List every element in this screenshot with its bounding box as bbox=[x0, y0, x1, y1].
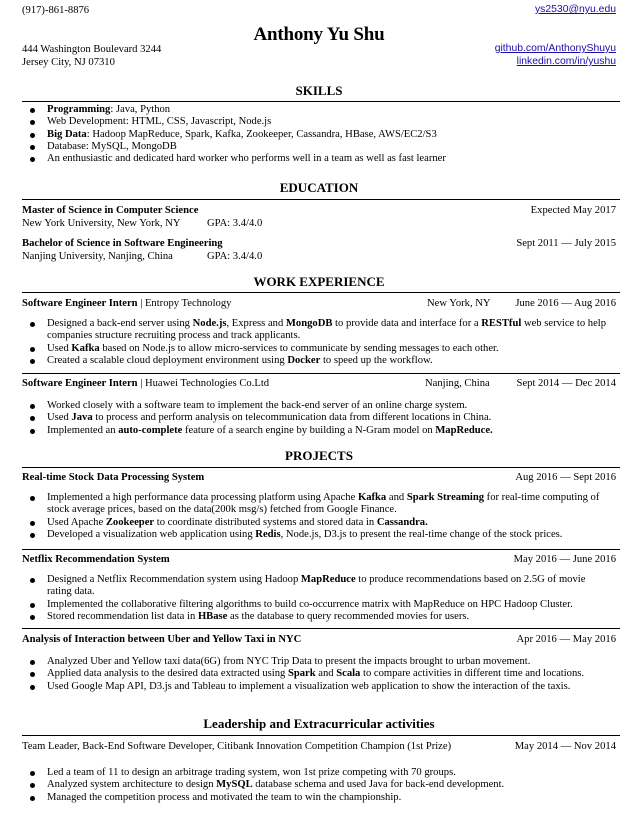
project-bullets bbox=[30, 574, 602, 623]
job-title-line bbox=[22, 377, 269, 390]
gpa: GPA: 3.4/4.0 bbox=[207, 218, 263, 229]
project-bullets bbox=[30, 656, 602, 693]
job-company: | Huawei Technologies Co.Ltd bbox=[137, 378, 270, 389]
list-item: Managed the competition process and motivated the team to win the championship. bbox=[30, 792, 614, 804]
degree-title: Master of Science in Computer Science bbox=[22, 205, 199, 216]
address-line-1: 444 Washington Boulevard 3244 bbox=[22, 44, 162, 55]
school: Nanjing University, Nanjing, China bbox=[22, 251, 173, 262]
address-line-2: Jersey City, NJ 07310 bbox=[22, 57, 115, 68]
job-date: Sept 2014 — Dec 2014 bbox=[516, 378, 616, 389]
project-name: Analysis of Interaction between Uber and Yellow Taxi in NYC bbox=[22, 634, 302, 645]
project-date: Apr 2016 — May 2016 bbox=[516, 634, 616, 645]
email-link[interactable]: ys2530@nyu.edu bbox=[534, 4, 616, 15]
list-item: Applied data analysis to the desired data extracted using Spark and Scala to compare activities in different time and locations. bbox=[30, 668, 602, 680]
project-name: Real-time Stock Data Processing System bbox=[22, 472, 205, 483]
divider bbox=[22, 735, 620, 736]
skill-item: Database: MySQL, MongoDB bbox=[30, 141, 610, 153]
gpa: GPA: 3.4/4.0 bbox=[207, 251, 263, 262]
list-item: Analyzed system architecture to design MySQL database schema and used Java for back-end development. bbox=[30, 779, 614, 791]
degree-date: Expected May 2017 bbox=[530, 205, 616, 216]
divider bbox=[22, 373, 620, 374]
skill-item: An enthusiastic and dedicated hard worker who performs well in a team as well as fast learner bbox=[30, 153, 610, 165]
job-role: Software Engineer Intern bbox=[22, 298, 138, 309]
list-item: Stored recommendation list data in HBase as the database to query recommended movies for users. bbox=[30, 611, 602, 623]
job-location: Nanjing, China bbox=[425, 378, 490, 389]
section-title-work: WORK EXPERIENCE bbox=[253, 274, 385, 289]
project-date: May 2016 — June 2016 bbox=[513, 554, 616, 565]
list-item: Used Apache Zookeeper to coordinate distributed systems and stored data in Cassandra. bbox=[30, 517, 602, 529]
list-item: Implemented the collaborative filtering algorithms to build co-occurrence matrix with MapReduce on HPC Hadoop Cluster. bbox=[30, 599, 602, 611]
divider bbox=[22, 101, 620, 102]
job-location: New York, NY bbox=[427, 298, 491, 309]
divider bbox=[22, 549, 620, 550]
list-item: Designed a Netflix Recommendation system using Hadoop MapReduce to produce recommendations based on 2.5G of movie rating data. bbox=[30, 574, 602, 599]
divider bbox=[22, 199, 620, 200]
list-item: Analyzed Uber and Yellow taxi data(6G) from NYC Trip Data to present the impacts brought to urban movement. bbox=[30, 656, 602, 668]
job-bullets bbox=[30, 400, 614, 437]
section-title-education: EDUCATION bbox=[279, 180, 359, 195]
skill-item: Big Data: Hadoop MapReduce, Spark, Kafka, Zookeeper, Cassandra, HBase, AWS/EC2/S3 bbox=[30, 129, 610, 141]
job-title-line bbox=[22, 297, 231, 310]
section-title-projects: PROJECTS bbox=[285, 448, 353, 463]
linkedin-link[interactable]: linkedin.com/in/yushu bbox=[516, 56, 616, 67]
divider bbox=[22, 628, 620, 629]
list-item: Used Google Map API, D3.js and Tableau to implement a visualization web application to show the interaction of the taxis. bbox=[30, 681, 602, 693]
section-title-skills: SKILLS bbox=[295, 83, 343, 98]
list-item: Used Java to process and perform analysis on telecommunication data from different locations in China. bbox=[30, 412, 614, 424]
list-item: Created a scalable cloud deployment environment using Docker to speed up the workflow. bbox=[30, 355, 614, 367]
job-role: Software Engineer Intern bbox=[22, 378, 138, 389]
project-date: Aug 2016 — Sept 2016 bbox=[515, 472, 616, 483]
job-date: June 2016 — Aug 2016 bbox=[515, 298, 616, 309]
section-title-leadership: Leadership and Extracurricular activities bbox=[203, 716, 435, 731]
list-item: Developed a visualization web application using Redis, Node.js, D3.js to present the real-time change of the stock prices. bbox=[30, 529, 602, 541]
list-item: Designed a back-end server using Node.js, Express and MongoDB to provide data and interface for a RESTful web service to help companies structure recruiting process and track applicants. bbox=[30, 318, 614, 343]
job-company: | Entropy Technology bbox=[137, 298, 232, 309]
list-item: Worked closely with a software team to implement the back-end server of an online charge system. bbox=[30, 400, 614, 412]
phone: (917)-861-8876 bbox=[22, 5, 90, 16]
skill-item: Programming: Java, Python bbox=[30, 104, 610, 116]
degree-date: Sept 2011 — July 2015 bbox=[516, 238, 616, 249]
list-item: Implemented a high performance data processing platform using Apache Kafka and Spark Streaming for real-time computing of stock average prices, based on the data(200k msg/s) fetched from Google Finance. bbox=[30, 492, 602, 517]
candidate-name: Anthony Yu Shu bbox=[253, 24, 385, 45]
list-item: Implemented an auto-complete feature of a search engine by building a N-Gram model on MapReduce. bbox=[30, 425, 614, 437]
github-link[interactable]: github.com/AnthonyShuyu bbox=[494, 43, 616, 54]
project-bullets bbox=[30, 492, 602, 541]
leadership-role: Team Leader, Back-End Software Developer, Citibank Innovation Competition Champion (1st Prize) bbox=[22, 741, 452, 752]
leadership-date: May 2014 — Nov 2014 bbox=[514, 741, 616, 752]
degree-title: Bachelor of Science in Software Engineering bbox=[22, 238, 223, 249]
school: New York University, New York, NY bbox=[22, 218, 181, 229]
job-bullets bbox=[30, 318, 614, 367]
skills-list bbox=[30, 104, 610, 165]
divider bbox=[22, 467, 620, 468]
divider bbox=[22, 292, 620, 293]
leadership-bullets bbox=[30, 767, 614, 804]
skill-item: Web Development: HTML, CSS, Javascript, Node.js bbox=[30, 116, 610, 128]
list-item: Used Kafka based on Node.js to allow micro-services to communicate by sending messages to each other. bbox=[30, 343, 614, 355]
list-item: Led a team of 11 to design an arbitrage trading system, won 1st prize competing with 70 groups. bbox=[30, 767, 614, 779]
project-name: Netflix Recommendation System bbox=[22, 554, 170, 565]
